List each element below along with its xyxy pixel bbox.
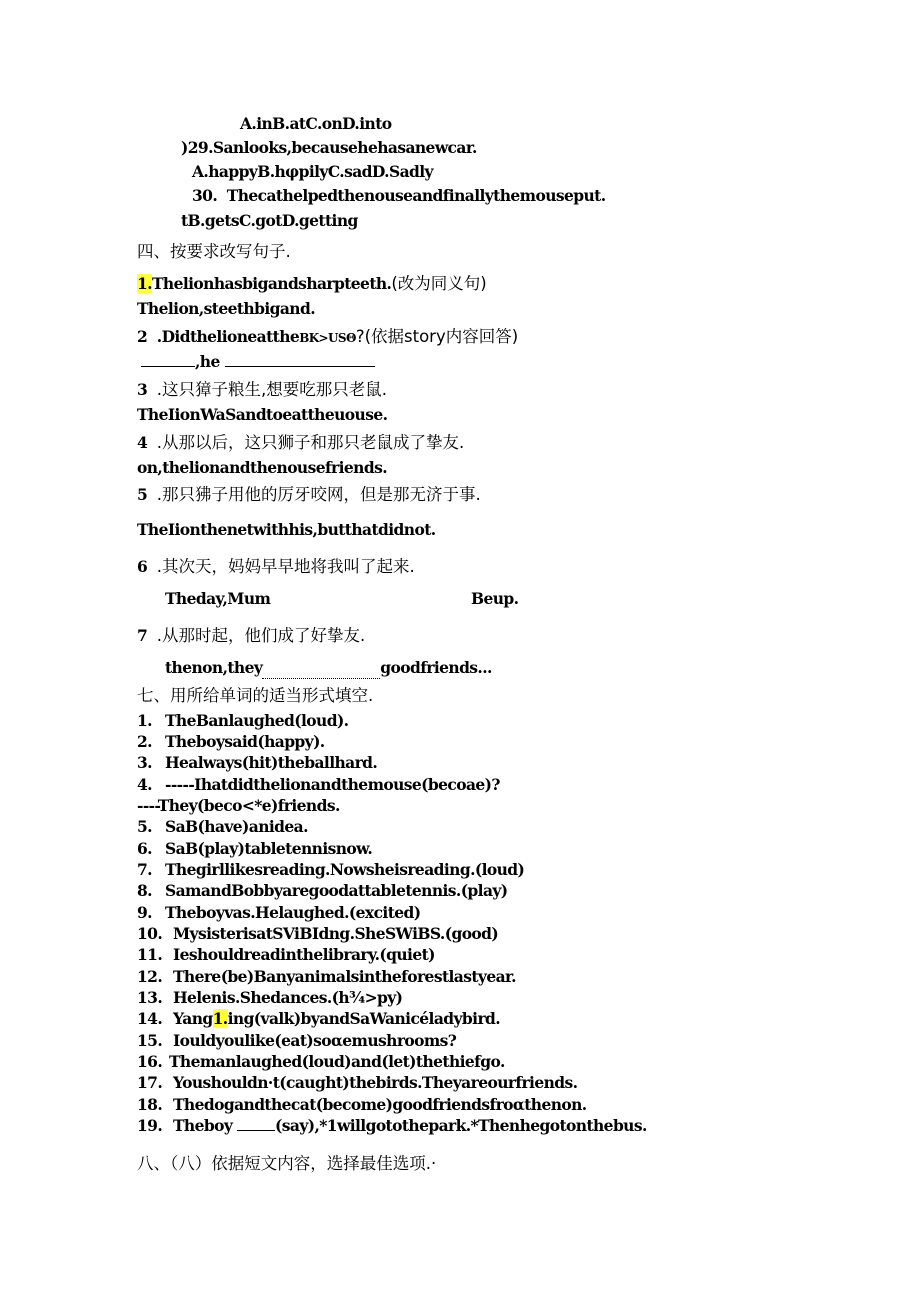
question-text: .这只獐子粮生,想要吃那只老鼠. — [156, 380, 388, 399]
item-text: Theboy — [173, 1116, 233, 1135]
item-number: 7. — [137, 860, 152, 879]
question-text: .从那时起，他们成了好挚友. — [156, 626, 366, 645]
choice-options-28: A.inB.atC.onD.into — [240, 114, 392, 133]
list-item — [137, 711, 348, 731]
item-number: 16. — [137, 1052, 163, 1071]
item-number: 3. — [137, 753, 152, 772]
question-number: 6 — [137, 557, 148, 576]
rewrite-question-2 — [137, 327, 518, 348]
item-text: SaB(play)tabletennisnow. — [165, 839, 373, 858]
answer-blank[interactable] — [225, 352, 375, 367]
rewrite-question-4 — [137, 433, 464, 453]
rewrite-answer-2 — [141, 352, 375, 372]
list-item — [137, 945, 435, 965]
list-item — [137, 881, 508, 901]
question-number: 7 — [137, 626, 148, 645]
list-item — [137, 860, 524, 880]
item-number: 19. — [137, 1116, 163, 1135]
question-text: .其次天，妈妈早早地将我叫了起来. — [156, 557, 415, 576]
list-item — [137, 839, 372, 859]
item-text: There(be)Banyanimalsintheforestlastyear. — [173, 967, 516, 986]
item-number: 8. — [137, 881, 152, 900]
item-number: 15. — [137, 1031, 163, 1050]
list-item — [137, 1073, 577, 1093]
question-number: 3 — [137, 380, 148, 399]
item-number: 12. — [137, 967, 163, 986]
list-item — [137, 967, 516, 987]
question-29: )29.Sanlooks,becausehehasanewcar. — [181, 138, 477, 157]
answer-text: ,he — [195, 352, 220, 371]
answer-blank[interactable] — [237, 1116, 275, 1131]
item-text: TheBanlaughed(loud). — [165, 711, 349, 730]
item-number: 2. — [137, 732, 152, 751]
question-text: Thecathelpedthenouseandfinallythemouseput. — [226, 186, 606, 205]
list-item — [137, 1009, 500, 1029]
item-text: Iouldyoulike(eat)soαemushrooms? — [173, 1031, 457, 1050]
item-number: 18. — [137, 1095, 163, 1114]
item-text: Ieshouldreadinthelibrary.(quiet) — [173, 945, 435, 964]
item-text: Yang — [173, 1009, 213, 1028]
rewrite-answer-4: on,thelionandthenousefriends. — [137, 458, 387, 477]
list-item — [137, 817, 308, 837]
list-item — [137, 796, 340, 816]
question-number: 30. — [192, 186, 218, 205]
item-number: 6. — [137, 839, 152, 858]
list-item — [137, 988, 402, 1008]
question-text: .那只狒子用他的厉牙咬网，但是那无济于事. — [156, 485, 481, 504]
rewrite-question-3 — [137, 380, 387, 400]
section-heading-8: 八、（八）依据短文内容，选择最佳选项.· — [137, 1154, 437, 1173]
question-number: 1. — [137, 274, 152, 293]
item-number: 1. — [137, 711, 152, 730]
item-text: SaB(have)anidea. — [165, 817, 308, 836]
answer-text: goodfriends... — [380, 658, 492, 677]
list-item — [137, 732, 325, 752]
section-heading-4: 四、按要求改写句子. — [137, 242, 291, 261]
rewrite-question-6 — [137, 557, 415, 577]
item-number: 9. — [137, 903, 152, 922]
item-number: 13. — [137, 988, 163, 1007]
instruction: ?(依据story内容回答) — [355, 327, 519, 346]
item-number: 10. — [137, 924, 163, 943]
rewrite-question-1 — [137, 274, 487, 294]
item-number: 17. — [137, 1073, 163, 1092]
rewrite-answer-6-part-a: Theday,Mum — [165, 589, 271, 608]
item-text: Thedogandthecat(become)goodfriendsfroαthenon. — [173, 1095, 587, 1114]
question-number: 2 — [137, 327, 148, 346]
list-item — [137, 1031, 456, 1051]
item-text: ----They(beco<*e)friends. — [137, 796, 340, 815]
item-number: 5. — [137, 817, 152, 836]
answer-text: thenon,they — [165, 658, 263, 677]
rewrite-answer-3: TheIionWaSandtoeattheuouse. — [137, 405, 388, 424]
garbled-text: BK>USΘ — [299, 331, 356, 345]
item-text: MysisterisatSViBIdng.SheSWiBS.(good) — [173, 924, 499, 943]
item-number: 4. — [137, 775, 152, 794]
choice-options-29: A.happyB.hφpilyC.sadD.Sadly — [192, 162, 433, 181]
choice-options-30: tB.getsC.gotD.getting — [181, 211, 358, 230]
question-number: 5 — [137, 485, 148, 504]
list-item — [137, 1095, 587, 1115]
rewrite-question-5 — [137, 485, 481, 505]
question-number: 4 — [137, 433, 148, 452]
rewrite-question-7 — [137, 626, 365, 646]
item-number: 11. — [137, 945, 163, 964]
list-item — [137, 903, 421, 923]
instruction: (改为同义句) — [391, 274, 487, 293]
rewrite-answer-7 — [165, 658, 492, 679]
question-text: .从那以后，这只狮子和那只老鼠成了挚友. — [156, 433, 465, 452]
answer-blank[interactable] — [262, 658, 380, 679]
question-text: Thelionhasbigandsharpteeth. — [151, 274, 392, 293]
list-item — [137, 775, 500, 795]
highlighted-text: 1. — [212, 1009, 228, 1028]
item-text: ing(valk)byandSaWanicéladybird. — [227, 1009, 501, 1028]
item-text: SamandBobbyaregoodattabletennis.(play) — [165, 881, 508, 900]
rewrite-answer-1: Thelion,steethbigand. — [137, 299, 315, 318]
answer-blank[interactable] — [141, 352, 195, 367]
question-30 — [192, 186, 606, 206]
item-text: Theboyvas.Helaughed.(excited) — [165, 903, 421, 922]
question-text: .Didthelioneatthe — [156, 327, 300, 346]
list-item — [137, 1116, 647, 1136]
item-text: Theboysaid(happy). — [165, 732, 325, 751]
item-number: 14. — [137, 1009, 163, 1028]
rewrite-answer-6-part-b: Beup. — [471, 589, 519, 608]
item-text: Healways(hit)theballhard. — [165, 753, 378, 772]
list-item — [137, 753, 377, 773]
item-text: -----Ihatdidthelionandthemouse(becoae)? — [165, 775, 500, 794]
item-text: Thegirllikesreading.Nowsheisreading.(loud) — [165, 860, 525, 879]
list-item — [137, 924, 498, 944]
item-text: Themanlaughed(loud)and(let)thethiefgo. — [169, 1052, 505, 1071]
item-text: Youshouldn·t(caught)thebirds.Theyareourfriends. — [173, 1073, 578, 1092]
section-heading-7: 七、用所给单词的适当形式填空. — [137, 686, 374, 705]
list-item — [137, 1052, 505, 1072]
item-text: (say),*1willgotothepark.*Thenhegotonthebus. — [275, 1116, 647, 1135]
rewrite-answer-5: TheIionthenetwithhis,butthatdidnot. — [137, 520, 436, 539]
item-text: Helenis.Shedances.(h¾>py) — [173, 988, 403, 1007]
